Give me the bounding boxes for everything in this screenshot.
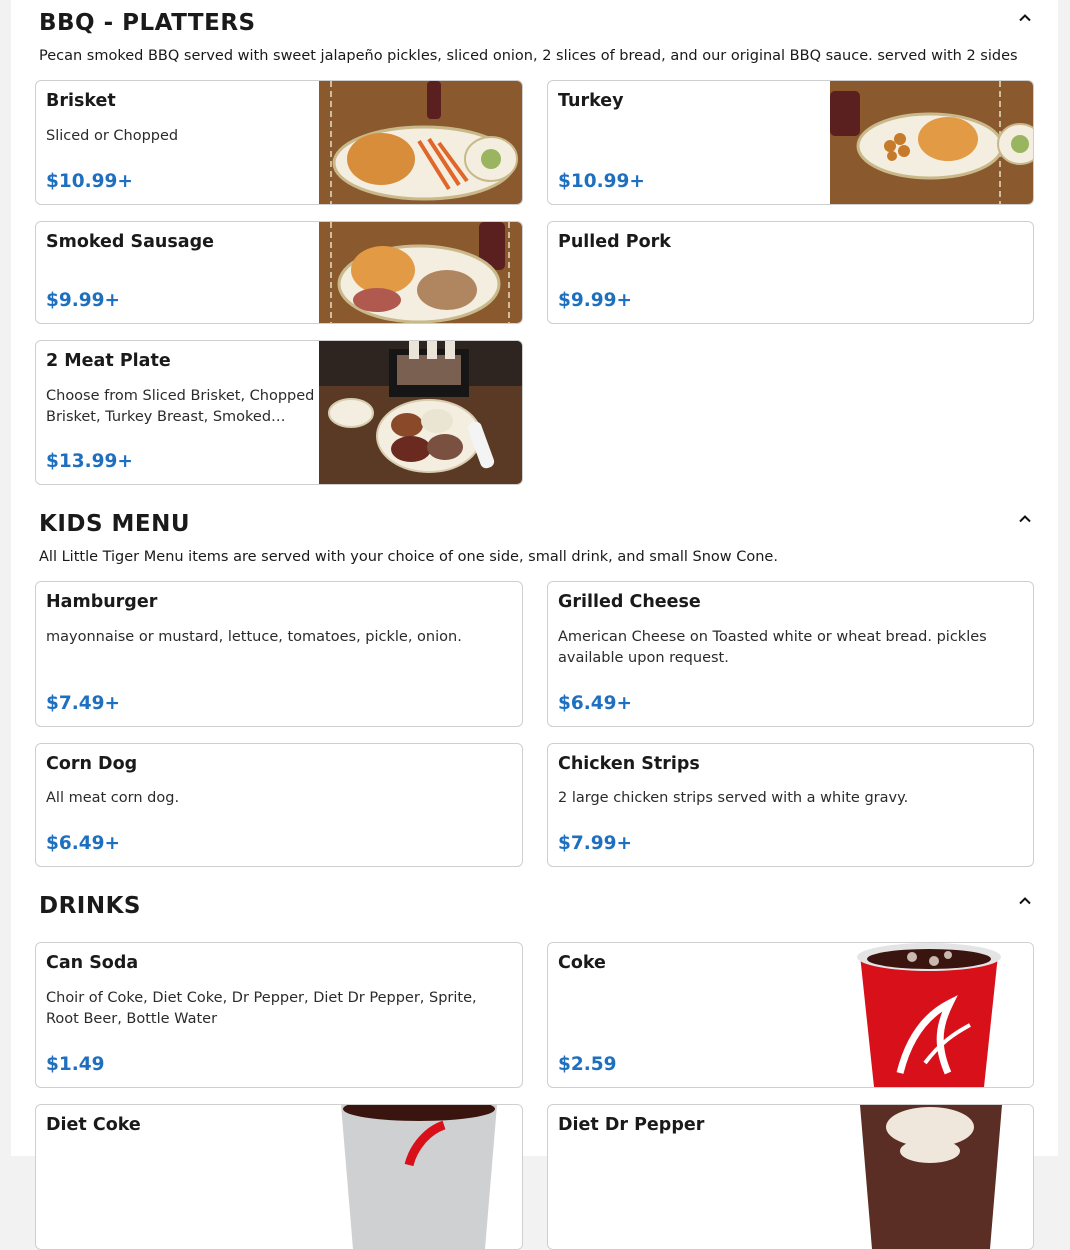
item-name: Coke — [558, 953, 606, 973]
section-title: DRINKS — [39, 893, 141, 919]
item-price: $6.49+ — [46, 833, 121, 854]
item-price: $7.49+ — [46, 693, 121, 714]
item-price: $2.59 — [558, 1054, 617, 1075]
item-name: Hamburger — [46, 592, 158, 612]
section-title: BBQ - PLATTERS — [39, 10, 256, 36]
item-price: $10.99+ — [46, 171, 133, 192]
item-photo — [830, 81, 1033, 204]
item-name: Can Soda — [46, 953, 139, 973]
item-description: Sliced or Chopped — [46, 128, 179, 144]
menu-item-brisket[interactable] — [35, 80, 523, 205]
item-price: $13.99+ — [46, 451, 133, 472]
menu-item-grilled-cheese[interactable] — [547, 581, 1034, 727]
item-name: Pulled Pork — [558, 232, 671, 252]
item-photo — [319, 1105, 522, 1249]
item-name: Diet Dr Pepper — [558, 1115, 705, 1135]
menu-page — [11, 0, 1058, 1156]
item-name: Grilled Cheese — [558, 592, 701, 612]
item-name: Turkey — [558, 91, 624, 111]
menu-item-can-soda[interactable] — [35, 942, 523, 1088]
item-description: mayonnaise or mustard, lettuce, tomatoes, pickle, onion. — [46, 629, 462, 645]
section-title: KIDS MENU — [39, 511, 191, 537]
item-price: $9.99+ — [46, 290, 121, 311]
menu-item-2-meat-plate[interactable] — [35, 340, 523, 485]
item-name: Diet Coke — [46, 1115, 141, 1135]
menu-item-diet-coke[interactable] — [35, 1104, 523, 1250]
item-name: Chicken Strips — [558, 754, 700, 774]
item-name: 2 Meat Plate — [46, 351, 171, 371]
item-photo — [830, 943, 1033, 1087]
menu-item-chicken-strips[interactable] — [547, 743, 1034, 867]
item-price: $9.99+ — [558, 290, 633, 311]
item-description: Choir of Coke, Diet Coke, Dr Pepper, Diet Dr Pepper, Sprite, Root Beer, Bottle Water — [46, 990, 477, 1027]
item-photo — [319, 81, 522, 204]
item-description: Choose from Sliced Brisket, Chopped Brisket, Turkey Breast, Smoked… — [46, 388, 315, 425]
chevron-up-icon[interactable] — [1016, 9, 1034, 27]
item-price: $6.49+ — [558, 693, 633, 714]
menu-item-smoked-sausage[interactable] — [35, 221, 523, 324]
item-description: All meat corn dog. — [46, 790, 180, 806]
item-description: 2 large chicken strips served with a white gravy. — [558, 790, 909, 806]
menu-item-pulled-pork[interactable] — [547, 221, 1034, 324]
chevron-up-icon[interactable] — [1016, 892, 1034, 910]
menu-item-corn-dog[interactable] — [35, 743, 523, 867]
item-description: American Cheese on Toasted white or wheat bread. pickles available upon request. — [558, 629, 987, 666]
item-name: Corn Dog — [46, 754, 138, 774]
menu-item-hamburger[interactable] — [35, 581, 523, 727]
section-bbq-platters — [11, 0, 1058, 490]
section-description: Pecan smoked BBQ served with sweet jalapeño pickles, sliced onion, 2 slices of bread, and our original BBQ sauce. served with 2 sides — [39, 48, 1018, 64]
section-drinks — [11, 882, 1058, 1156]
section-kids-menu — [11, 500, 1058, 870]
item-photo — [319, 222, 522, 323]
item-photo — [319, 341, 522, 484]
item-photo — [830, 1105, 1033, 1249]
item-name: Smoked Sausage — [46, 232, 215, 252]
item-name: Brisket — [46, 91, 116, 111]
chevron-up-icon[interactable] — [1016, 510, 1034, 528]
menu-item-diet-dr-pepper[interactable] — [547, 1104, 1034, 1250]
menu-item-coke[interactable] — [547, 942, 1034, 1088]
section-description: All Little Tiger Menu items are served with your choice of one side, small drink, and small Snow Cone. — [39, 549, 778, 565]
item-price: $7.99+ — [558, 833, 633, 854]
item-price: $10.99+ — [558, 171, 645, 192]
menu-item-turkey[interactable] — [547, 80, 1034, 205]
item-price: $1.49 — [46, 1054, 105, 1075]
